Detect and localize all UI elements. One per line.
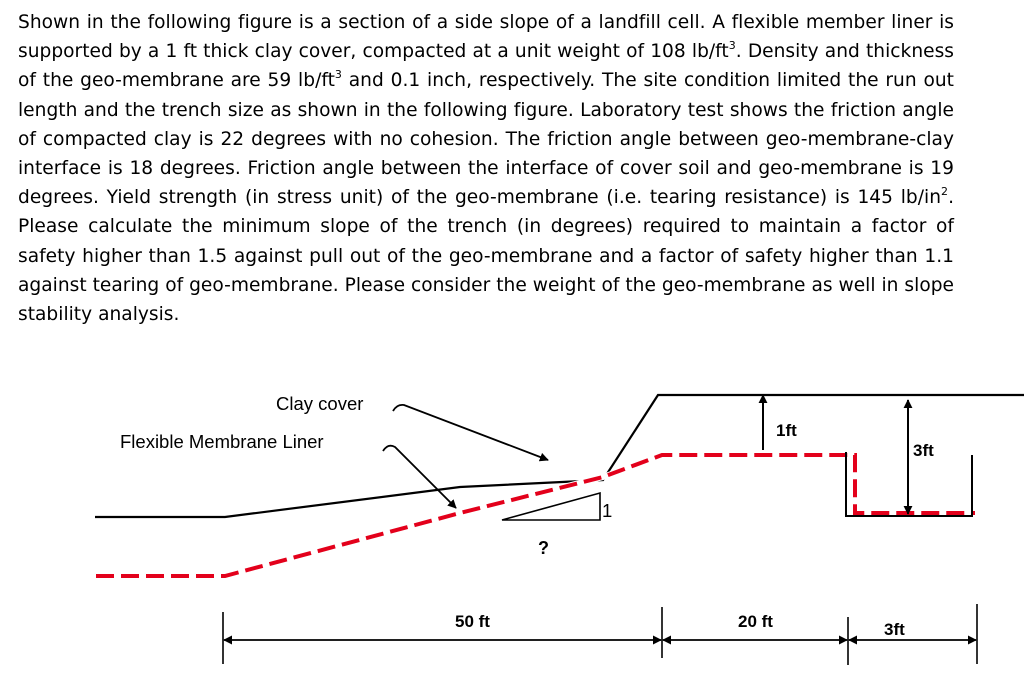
trench-depth-label: 3ft — [913, 441, 934, 460]
superscript: 3 — [728, 39, 736, 53]
slope-unknown-label: ? — [538, 538, 549, 558]
membrane-label: Flexible Membrane Liner — [120, 431, 324, 452]
problem-text-part-4: . Please calculate the minimum slope of the trench (in degrees) required to maintain a factor of safety higher than 1.5 against pull out of the geo-membrane and a factor of safety higher than 1.1 against tearing of geo-membrane. Please consider the weight of the geo-membrane as well in slope stability analysis. — [18, 187, 954, 326]
membrane-liner-line — [96, 455, 975, 576]
superscript: 3 — [334, 68, 342, 82]
problem-text-part-1: Shown in the following figure is a section of a side slope of a landfill cell. A flexible member liner is supported by a 1 ft thick clay cover, compacted at a unit weight of 108 lb/ft — [18, 12, 954, 63]
problem-text-part-3: and 0.1 inch, respectively. The site condition limited the run out length and the trench size as shown in the following figure. Laboratory test shows the friction angle of compacted clay is 22 degrees with no cohesion. The friction angle between geo-membrane-clay interface is 18 degrees. Friction angle between the interface of cover soil and geo-membrane is 19 degrees. Yield strength (in stress unit) of the geo-membrane (i.e. tearing resistance) is 145 lb/in — [18, 70, 954, 209]
cover-thickness-label: 1ft — [776, 421, 797, 440]
ground-surface-line — [95, 395, 1024, 517]
clay-cover-label: Clay cover — [276, 393, 364, 414]
superscript: 2 — [941, 185, 949, 199]
clay-cover-leader — [393, 405, 548, 460]
problem-text-part-2: . Density and thickness of the geo-membrane are 59 lb/ft — [18, 41, 954, 92]
membrane-leader — [383, 446, 456, 508]
slope-length-label: 50 ft — [455, 612, 490, 631]
runout-label: 20 ft — [738, 612, 773, 631]
slope-rise-label: 1 — [602, 500, 613, 521]
trench-width-label: 3ft — [884, 620, 905, 639]
membrane-liner-line — [96, 455, 975, 576]
